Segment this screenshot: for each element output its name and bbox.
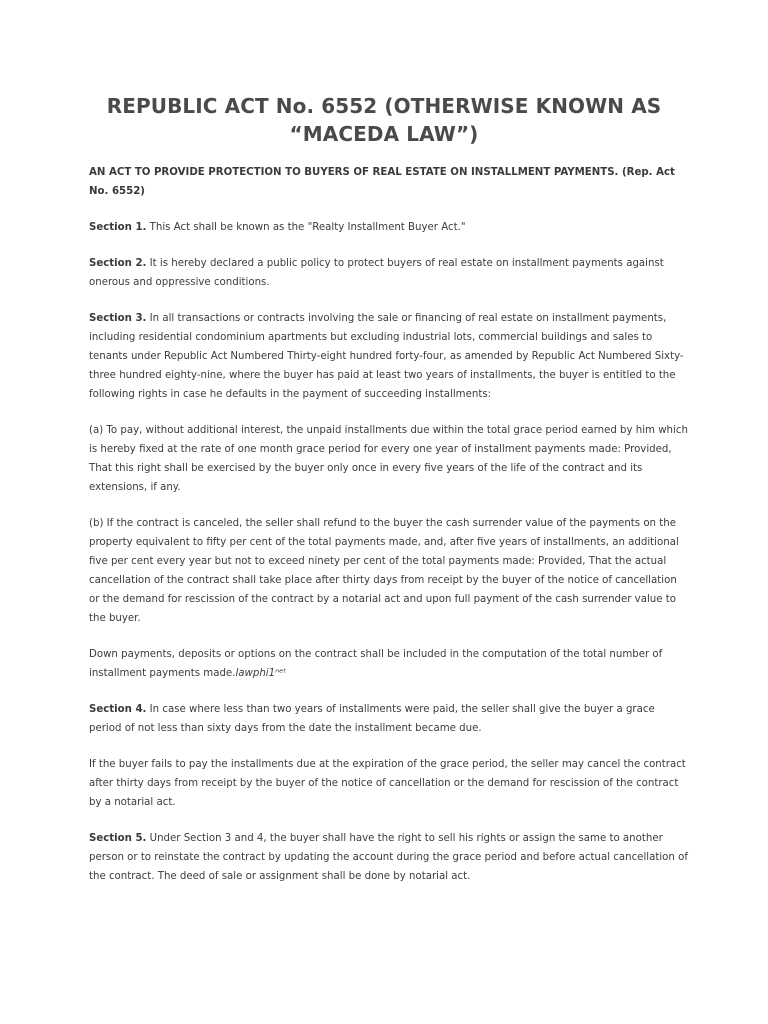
section-3-paragraph-b: (b) If the contract is canceled, the seller shall refund to the buyer the cash surrender value of the payments on the property equivalent to fifty per cent of the total payments made, and, after five years of installments, an additional five per cent every year but not to exceed ninety per cent of the total payments made: Provided, That the actual cancellation of the contract shall take place after thirty days from receipt by the buyer of the notice of cancellation or the demand for rescission of the contract by a notarial act and upon full payment of the cash surrender value to the buyer. <box>89 518 679 624</box>
section-2 <box>89 254 689 292</box>
buyer-fails-paragraph: If the buyer fails to pay the installments due at the expiration of the grace period, the seller may cancel the contract after thirty days from receipt by the buyer of the notice of cancellation or the demand for rescission of the contract by a notarial act. <box>89 759 686 808</box>
section-4-text: In case where less than two years of installments were paid, the seller shall give the buyer a grace period of not less than sixty days from the date the installment became due. <box>89 704 655 734</box>
act-intro: AN ACT TO PROVIDE PROTECTION TO BUYERS OF REAL ESTATE ON INSTALLMENT PAYMENTS. (Rep. Act No. 6552) <box>89 167 675 197</box>
section-5 <box>89 829 689 886</box>
down-payments-text: Down payments, deposits or options on the contract shall be included in the computation of the total number of installment payments made. <box>89 649 663 679</box>
section-5-text: Under Section 3 and 4, the buyer shall have the right to sell his rights or assign the same to another person or to reinstate the contract by updating the account during the grace period and before actual cancellation of the contract. The deed of sale or assignment shall be done by notarial act. <box>89 833 688 882</box>
section-2-text: It is hereby declared a public policy to protect buyers of real estate on installment payments against onerous and oppressive conditions. <box>89 258 664 288</box>
section-3-paragraph-a: (a) To pay, without additional interest, the unpaid installments due within the total grace period earned by him which is hereby fixed at the rate of one month grace period for every one year of installment payments made: Provided, That this right shall be exercised by the buyer only once in every five years of the life of the contract and its extensions, if any. <box>89 425 688 493</box>
title-line-2: “MACEDA LAW”) <box>289 122 479 146</box>
section-3-label: Section 3. <box>89 313 147 324</box>
section-2-label: Section 2. <box>89 258 147 269</box>
section-1-label: Section 1. <box>89 222 147 233</box>
document-body <box>89 163 689 903</box>
title-line-1: REPUBLIC ACT No. 6552 (OTHERWISE KNOWN AS <box>106 94 662 118</box>
down-payments-paragraph <box>89 645 689 683</box>
section-3-text: In all transactions or contracts involving the sale or financing of real estate on installment payments, including residential condominium apartments but excluding industrial lots, commercial buildings and sales to tenants under Republic Act Numbered Thirty-eight hundred forty-four, as amended by Republic Act Numbered Sixty-three hundred eighty-nine, where the buyer has paid at least two years of installments, the buyer is entitled to the following rights in case he defaults in the payment of succeeding installments: <box>89 313 684 400</box>
section-4-label: Section 4. <box>89 704 147 715</box>
section-1-text: This Act shall be known as the "Realty Installment Buyer Act." <box>146 222 466 233</box>
section-5-label: Section 5. <box>89 833 147 844</box>
lawphil-mark: lawphi1ⁿᵉᵗ <box>235 668 287 679</box>
section-1 <box>89 218 689 237</box>
section-3 <box>89 309 689 404</box>
section-4 <box>89 700 689 738</box>
document-title <box>60 92 708 148</box>
